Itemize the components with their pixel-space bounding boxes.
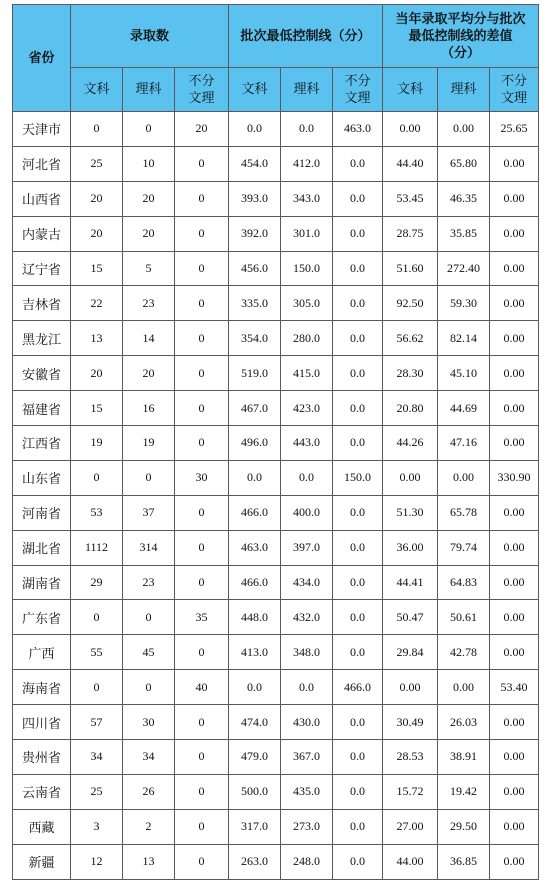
- cell-admitted-undivided: 0: [175, 740, 229, 775]
- table-row: [13, 705, 539, 740]
- table-row: [13, 321, 539, 356]
- cell-diff-science: 64.83: [438, 565, 490, 600]
- cell-diff-arts: 92.50: [383, 286, 438, 321]
- cell-control-science: 443.0: [281, 426, 333, 461]
- header-diff-arts: 文科: [383, 68, 438, 112]
- cell-diff-arts: 20.80: [383, 391, 438, 426]
- cell-admitted-science: 20: [123, 216, 175, 251]
- cell-control-undivided: 0.0: [333, 600, 383, 635]
- cell-province: 四川省: [13, 705, 71, 740]
- cell-diff-arts: 28.53: [383, 740, 438, 775]
- cell-diff-undivided: 330.90: [490, 460, 539, 495]
- cell-diff-undivided: 0.00: [490, 705, 539, 740]
- cell-diff-arts: 30.49: [383, 705, 438, 740]
- cell-control-science: 348.0: [281, 635, 333, 670]
- table-row: [13, 251, 539, 286]
- cell-diff-arts: 0.00: [383, 460, 438, 495]
- cell-control-science: 397.0: [281, 530, 333, 565]
- cell-diff-undivided: 25.65: [490, 112, 539, 147]
- cell-control-arts: 317.0: [229, 809, 281, 844]
- cell-control-undivided: 463.0: [333, 112, 383, 147]
- cell-control-arts: 496.0: [229, 426, 281, 461]
- cell-control-undivided: 0.0: [333, 809, 383, 844]
- cell-diff-undivided: 0.00: [490, 774, 539, 809]
- cell-control-science: 432.0: [281, 600, 333, 635]
- undivided-line-1: 不分: [188, 73, 215, 89]
- cell-admitted-science: 0: [123, 670, 175, 705]
- cell-province: 福建省: [13, 391, 71, 426]
- table-row: [13, 635, 539, 670]
- cell-admitted-science: 20: [123, 356, 175, 391]
- cell-control-undivided: 0.0: [333, 844, 383, 879]
- undivided-line-2: 文理: [501, 90, 528, 106]
- cell-admitted-science: 19: [123, 426, 175, 461]
- cell-control-undivided: 0.0: [333, 181, 383, 216]
- cell-diff-undivided: 0.00: [490, 809, 539, 844]
- header-diff-line-1: 当年录取平均分与批次: [395, 11, 526, 27]
- cell-admitted-arts: 25: [71, 146, 123, 181]
- cell-admitted-undivided: 0: [175, 809, 229, 844]
- cell-diff-science: 36.85: [438, 844, 490, 879]
- cell-province: 安徽省: [13, 356, 71, 391]
- cell-admitted-arts: 25: [71, 774, 123, 809]
- cell-control-science: 343.0: [281, 181, 333, 216]
- cell-diff-science: 82.14: [438, 321, 490, 356]
- table-row: [13, 740, 539, 775]
- table-row: [13, 670, 539, 705]
- cell-control-science: 412.0: [281, 146, 333, 181]
- cell-diff-arts: 51.30: [383, 495, 438, 530]
- cell-diff-undivided: 0.00: [490, 181, 539, 216]
- cell-admitted-science: 30: [123, 705, 175, 740]
- undivided-line-2: 文理: [188, 90, 215, 106]
- cell-diff-science: 26.03: [438, 705, 490, 740]
- cell-diff-arts: 51.60: [383, 251, 438, 286]
- cell-control-undivided: 150.0: [333, 460, 383, 495]
- cell-admitted-science: 0: [123, 600, 175, 635]
- cell-diff-arts: 44.26: [383, 426, 438, 461]
- cell-diff-undivided: 0.00: [490, 495, 539, 530]
- undivided-line-2: 文理: [344, 90, 371, 106]
- cell-admitted-undivided: 0: [175, 705, 229, 740]
- cell-control-undivided: 0.0: [333, 740, 383, 775]
- cell-control-arts: 474.0: [229, 705, 281, 740]
- cell-admitted-science: 34: [123, 740, 175, 775]
- cell-control-science: 0.0: [281, 670, 333, 705]
- cell-province: 湖北省: [13, 530, 71, 565]
- cell-diff-science: 0.00: [438, 670, 490, 705]
- cell-control-arts: 466.0: [229, 495, 281, 530]
- cell-diff-undivided: 0.00: [490, 356, 539, 391]
- cell-admitted-undivided: 0: [175, 565, 229, 600]
- cell-province: 山西省: [13, 181, 71, 216]
- cell-control-science: 434.0: [281, 565, 333, 600]
- cell-control-undivided: 0.0: [333, 321, 383, 356]
- cell-province: 吉林省: [13, 286, 71, 321]
- admission-table-container: [12, 4, 538, 880]
- undivided-line-1: 不分: [344, 73, 371, 89]
- cell-control-arts: 519.0: [229, 356, 281, 391]
- table-row: [13, 844, 539, 879]
- cell-admitted-science: 13: [123, 844, 175, 879]
- cell-control-arts: 500.0: [229, 774, 281, 809]
- cell-diff-undivided: 0.00: [490, 600, 539, 635]
- cell-diff-science: 0.00: [438, 460, 490, 495]
- cell-diff-science: 29.50: [438, 809, 490, 844]
- cell-diff-undivided: 0.00: [490, 844, 539, 879]
- cell-admitted-science: 20: [123, 181, 175, 216]
- cell-admitted-arts: 0: [71, 670, 123, 705]
- cell-control-science: 0.0: [281, 460, 333, 495]
- cell-diff-undivided: 0.00: [490, 321, 539, 356]
- cell-control-undivided: 0.0: [333, 216, 383, 251]
- cell-admitted-science: 23: [123, 565, 175, 600]
- cell-diff-science: 19.42: [438, 774, 490, 809]
- cell-admitted-arts: 0: [71, 460, 123, 495]
- cell-admitted-science: 5: [123, 251, 175, 286]
- cell-control-arts: 335.0: [229, 286, 281, 321]
- cell-admitted-science: 16: [123, 391, 175, 426]
- cell-diff-science: 272.40: [438, 251, 490, 286]
- cell-province: 黑龙江: [13, 321, 71, 356]
- table-row: [13, 181, 539, 216]
- cell-admitted-undivided: 35: [175, 600, 229, 635]
- table-row: [13, 112, 539, 147]
- cell-control-undivided: 0.0: [333, 146, 383, 181]
- table-row: [13, 774, 539, 809]
- admission-score-table: [12, 4, 539, 880]
- header-control-undivided: [333, 68, 383, 112]
- cell-admitted-undivided: 0: [175, 774, 229, 809]
- cell-control-arts: 263.0: [229, 844, 281, 879]
- cell-diff-arts: 56.62: [383, 321, 438, 356]
- cell-control-undivided: 0.0: [333, 635, 383, 670]
- cell-admitted-science: 2: [123, 809, 175, 844]
- cell-admitted-arts: 15: [71, 251, 123, 286]
- cell-admitted-undivided: 0: [175, 286, 229, 321]
- cell-admitted-arts: 13: [71, 321, 123, 356]
- table-row: [13, 530, 539, 565]
- cell-province: 辽宁省: [13, 251, 71, 286]
- cell-diff-arts: 28.75: [383, 216, 438, 251]
- cell-diff-undivided: 0.00: [490, 565, 539, 600]
- cell-diff-arts: 44.00: [383, 844, 438, 879]
- cell-admitted-arts: 34: [71, 740, 123, 775]
- cell-admitted-undivided: 0: [175, 356, 229, 391]
- table-row: [13, 146, 539, 181]
- cell-control-undivided: 0.0: [333, 391, 383, 426]
- table-row: [13, 426, 539, 461]
- cell-province: 河北省: [13, 146, 71, 181]
- table-row: [13, 600, 539, 635]
- cell-diff-arts: 29.84: [383, 635, 438, 670]
- cell-admitted-undivided: 0: [175, 391, 229, 426]
- cell-admitted-arts: 3: [71, 809, 123, 844]
- cell-diff-science: 65.78: [438, 495, 490, 530]
- cell-control-arts: 392.0: [229, 216, 281, 251]
- cell-control-arts: 413.0: [229, 635, 281, 670]
- cell-admitted-arts: 20: [71, 181, 123, 216]
- table-row: [13, 216, 539, 251]
- table-row: [13, 495, 539, 530]
- cell-diff-undivided: 0.00: [490, 635, 539, 670]
- cell-admitted-science: 0: [123, 460, 175, 495]
- cell-admitted-science: 314: [123, 530, 175, 565]
- cell-admitted-arts: 20: [71, 356, 123, 391]
- cell-diff-undivided: 0.00: [490, 530, 539, 565]
- cell-admitted-arts: 22: [71, 286, 123, 321]
- table-row: [13, 356, 539, 391]
- header-control-line: 批次最低控制线（分）: [229, 5, 383, 68]
- cell-control-science: 280.0: [281, 321, 333, 356]
- cell-admitted-science: 23: [123, 286, 175, 321]
- cell-diff-arts: 44.41: [383, 565, 438, 600]
- cell-province: 云南省: [13, 774, 71, 809]
- cell-admitted-undivided: 0: [175, 426, 229, 461]
- table-row: [13, 391, 539, 426]
- cell-control-science: 415.0: [281, 356, 333, 391]
- cell-admitted-arts: 1112: [71, 530, 123, 565]
- cell-control-arts: 0.0: [229, 670, 281, 705]
- cell-control-science: 435.0: [281, 774, 333, 809]
- header-province: 省份: [13, 5, 71, 112]
- cell-diff-undivided: 0.00: [490, 216, 539, 251]
- cell-province: 湖南省: [13, 565, 71, 600]
- table-row: [13, 460, 539, 495]
- cell-diff-undivided: 0.00: [490, 391, 539, 426]
- cell-admitted-arts: 12: [71, 844, 123, 879]
- cell-control-science: 423.0: [281, 391, 333, 426]
- cell-control-undivided: 0.0: [333, 705, 383, 740]
- cell-control-undivided: 0.0: [333, 251, 383, 286]
- cell-admitted-undivided: 0: [175, 181, 229, 216]
- cell-admitted-arts: 53: [71, 495, 123, 530]
- header-diff-line-3: （分）: [441, 45, 481, 61]
- cell-diff-science: 38.91: [438, 740, 490, 775]
- cell-diff-science: 45.10: [438, 356, 490, 391]
- cell-province: 广西: [13, 635, 71, 670]
- cell-diff-science: 59.30: [438, 286, 490, 321]
- cell-control-science: 430.0: [281, 705, 333, 740]
- cell-admitted-science: 14: [123, 321, 175, 356]
- cell-diff-arts: 36.00: [383, 530, 438, 565]
- cell-control-arts: 393.0: [229, 181, 281, 216]
- cell-diff-undivided: 0.00: [490, 426, 539, 461]
- cell-control-undivided: 0.0: [333, 286, 383, 321]
- cell-admitted-arts: 19: [71, 426, 123, 461]
- cell-control-science: 273.0: [281, 809, 333, 844]
- cell-diff-arts: 27.00: [383, 809, 438, 844]
- cell-diff-arts: 53.45: [383, 181, 438, 216]
- cell-diff-undivided: 0.00: [490, 740, 539, 775]
- cell-province: 西藏: [13, 809, 71, 844]
- cell-diff-undivided: 0.00: [490, 146, 539, 181]
- cell-control-undivided: 0.0: [333, 495, 383, 530]
- cell-diff-arts: 50.47: [383, 600, 438, 635]
- cell-admitted-arts: 0: [71, 112, 123, 147]
- undivided-line-1: 不分: [501, 73, 528, 89]
- cell-control-undivided: 0.0: [333, 774, 383, 809]
- cell-control-science: 301.0: [281, 216, 333, 251]
- cell-diff-science: 79.74: [438, 530, 490, 565]
- cell-control-science: 400.0: [281, 495, 333, 530]
- table-row: [13, 565, 539, 600]
- cell-diff-undivided: 53.40: [490, 670, 539, 705]
- header-control-science: 理科: [281, 68, 333, 112]
- cell-admitted-undivided: 30: [175, 460, 229, 495]
- cell-admitted-science: 37: [123, 495, 175, 530]
- cell-admitted-undivided: 20: [175, 112, 229, 147]
- cell-province: 河南省: [13, 495, 71, 530]
- header-admitted-undivided: [175, 68, 229, 112]
- cell-diff-science: 44.69: [438, 391, 490, 426]
- cell-admitted-science: 0: [123, 112, 175, 147]
- cell-control-science: 0.0: [281, 112, 333, 147]
- cell-control-arts: 448.0: [229, 600, 281, 635]
- cell-admitted-science: 45: [123, 635, 175, 670]
- cell-control-arts: 0.0: [229, 112, 281, 147]
- cell-admitted-arts: 57: [71, 705, 123, 740]
- header-control-arts: 文科: [229, 68, 281, 112]
- cell-admitted-arts: 55: [71, 635, 123, 670]
- cell-diff-science: 50.61: [438, 600, 490, 635]
- cell-diff-science: 46.35: [438, 181, 490, 216]
- cell-admitted-undivided: 40: [175, 670, 229, 705]
- cell-diff-arts: 0.00: [383, 670, 438, 705]
- table-header: [13, 5, 539, 112]
- cell-admitted-undivided: 0: [175, 146, 229, 181]
- header-admitted-arts: 文科: [71, 68, 123, 112]
- cell-control-science: 150.0: [281, 251, 333, 286]
- cell-control-science: 248.0: [281, 844, 333, 879]
- cell-admitted-science: 26: [123, 774, 175, 809]
- cell-control-undivided: 466.0: [333, 670, 383, 705]
- header-admitted-count: 录取数: [71, 5, 229, 68]
- cell-admitted-arts: 29: [71, 565, 123, 600]
- cell-province: 贵州省: [13, 740, 71, 775]
- cell-province: 新疆: [13, 844, 71, 879]
- cell-control-arts: 479.0: [229, 740, 281, 775]
- cell-control-arts: 354.0: [229, 321, 281, 356]
- cell-control-arts: 456.0: [229, 251, 281, 286]
- cell-admitted-undivided: 0: [175, 216, 229, 251]
- cell-diff-arts: 0.00: [383, 112, 438, 147]
- cell-admitted-undivided: 0: [175, 251, 229, 286]
- cell-admitted-undivided: 0: [175, 495, 229, 530]
- cell-diff-undivided: 0.00: [490, 286, 539, 321]
- cell-control-undivided: 0.0: [333, 426, 383, 461]
- cell-admitted-undivided: 0: [175, 530, 229, 565]
- cell-admitted-arts: 0: [71, 600, 123, 635]
- table-row: [13, 809, 539, 844]
- cell-control-undivided: 0.0: [333, 530, 383, 565]
- cell-province: 天津市: [13, 112, 71, 147]
- cell-diff-science: 65.80: [438, 146, 490, 181]
- header-diff-undivided: [490, 68, 539, 112]
- cell-diff-science: 47.16: [438, 426, 490, 461]
- cell-province: 广东省: [13, 600, 71, 635]
- cell-admitted-undivided: 0: [175, 321, 229, 356]
- cell-diff-arts: 44.40: [383, 146, 438, 181]
- cell-admitted-undivided: 0: [175, 635, 229, 670]
- cell-admitted-arts: 20: [71, 216, 123, 251]
- cell-admitted-science: 10: [123, 146, 175, 181]
- cell-diff-science: 42.78: [438, 635, 490, 670]
- cell-diff-arts: 28.30: [383, 356, 438, 391]
- header-diff-science: 理科: [438, 68, 490, 112]
- cell-control-arts: 454.0: [229, 146, 281, 181]
- cell-diff-undivided: 0.00: [490, 251, 539, 286]
- cell-diff-arts: 15.72: [383, 774, 438, 809]
- cell-province: 山东省: [13, 460, 71, 495]
- cell-admitted-arts: 15: [71, 391, 123, 426]
- cell-control-undivided: 0.0: [333, 565, 383, 600]
- cell-diff-science: 0.00: [438, 112, 490, 147]
- cell-control-arts: 0.0: [229, 460, 281, 495]
- cell-province: 内蒙古: [13, 216, 71, 251]
- cell-province: 江西省: [13, 426, 71, 461]
- cell-control-arts: 467.0: [229, 391, 281, 426]
- cell-control-arts: 466.0: [229, 565, 281, 600]
- cell-diff-science: 35.85: [438, 216, 490, 251]
- cell-control-undivided: 0.0: [333, 356, 383, 391]
- cell-province: 海南省: [13, 670, 71, 705]
- header-diff-line-2: 最低控制线的差值: [408, 28, 513, 44]
- header-score-difference: [383, 5, 539, 68]
- header-admitted-science: 理科: [123, 68, 175, 112]
- table-body: [13, 112, 539, 880]
- table-row: [13, 286, 539, 321]
- cell-control-science: 305.0: [281, 286, 333, 321]
- cell-admitted-undivided: 0: [175, 844, 229, 879]
- cell-control-science: 367.0: [281, 740, 333, 775]
- cell-control-arts: 463.0: [229, 530, 281, 565]
